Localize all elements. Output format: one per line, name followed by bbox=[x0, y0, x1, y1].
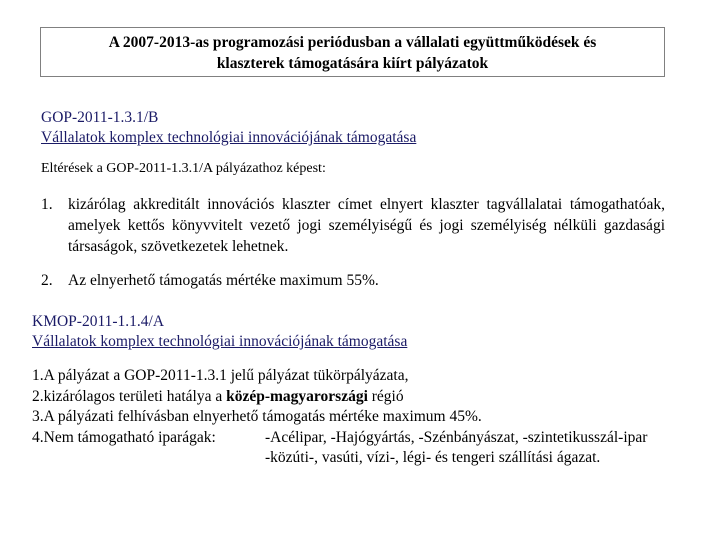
title-line-2: klaszterek támogatására kiírt pályázatok bbox=[216, 55, 489, 72]
excluded-sectors-line-2: -közúti-, vasúti, vízi-, légi- és tengeri szállítási ágazat. bbox=[265, 449, 601, 466]
section2-item-1: 1.A pályázat a GOP-2011-1.3.1 jelű pályázat tükörpályázata, bbox=[32, 367, 409, 384]
section2-list bbox=[32, 366, 712, 466]
section1-heading bbox=[41, 108, 416, 148]
section2-item-4-label: 4.Nem támogatható iparágak: bbox=[32, 428, 216, 446]
list-item-number: 1. bbox=[41, 196, 53, 213]
section2-heading bbox=[32, 312, 407, 352]
list-item bbox=[41, 194, 665, 257]
section1-differences-label: Eltérések a GOP-2011-1.3.1/A pályázathoz képest: bbox=[41, 161, 326, 176]
excluded-sectors bbox=[265, 428, 647, 469]
list-item-text: Az elnyerhető támogatás mértéke maximum 55%. bbox=[68, 272, 379, 289]
section2-item-4 bbox=[32, 428, 712, 466]
section2-code: KMOP-2011-1.1.4/A bbox=[32, 313, 165, 330]
title-box bbox=[40, 27, 665, 77]
title-line-1: A 2007-2013-as programozási periódusban a vállalati együttműködések és bbox=[108, 34, 597, 51]
section2-item-2-suffix: régió bbox=[367, 387, 404, 405]
list-item-text: kizárólag akkreditált innovációs klaszter címet elnyert klaszter tagvállalatai támogathatóak, amelyek kettős könyvvitelt vezető jogi személyiségű és jogi személyiség nélküli gazdasági társaságok, szövetkezetek lehetnek. bbox=[68, 196, 665, 255]
section2-item-2 bbox=[32, 387, 712, 408]
section2-item-2-region: közép-magyarországi bbox=[226, 387, 368, 405]
list-item bbox=[41, 270, 665, 291]
excluded-sectors-line-1: -Acélipar, -Hajógyártás, -Szénbányászat, -szintetikusszál-ipar bbox=[265, 428, 648, 446]
section2-item-2-text: 2.kizárólagos területi hatálya a bbox=[32, 387, 227, 405]
list-item-number: 2. bbox=[41, 272, 53, 289]
section2-item-3: 3.A pályázati felhívásban elnyerhető támogatás mértéke maximum 45%. bbox=[32, 408, 482, 425]
section1-code: GOP-2011-1.3.1/B bbox=[41, 109, 159, 126]
section1-list bbox=[41, 194, 665, 291]
section1-name: Vállalatok komplex technológiai innovációjának támogatása bbox=[41, 129, 417, 146]
section2-name: Vállalatok komplex technológiai innovációjának támogatása bbox=[32, 333, 408, 350]
